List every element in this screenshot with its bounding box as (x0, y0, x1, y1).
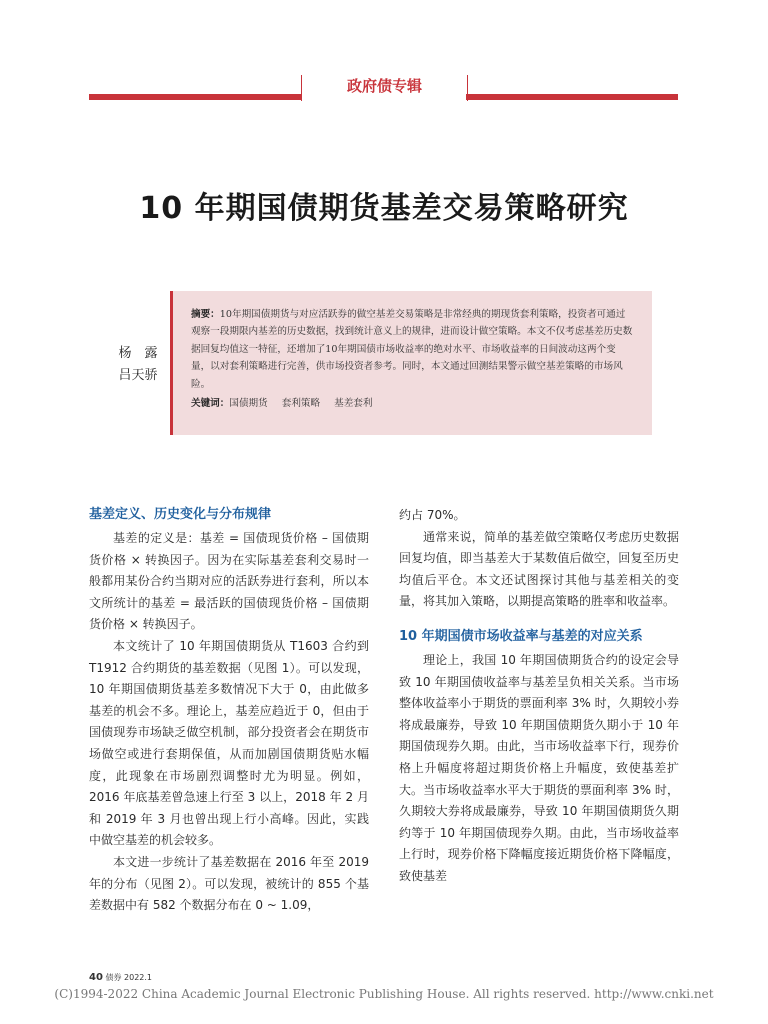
body-paragraph: 本文统计了 10 年期国债期货从 T1603 合约到 T1912 合约期货的基差数据（见图 1）。可以发现，10 年期国债期货基差多数情况下大于 0，由此做多基差的机会不多。理论上，基差应趋近于 0，但由于国债现券市场缺乏做空机制，部分投资者会在期货市场做空或进行套期保值，从而加剧国债期货贴水幅度，此现象在市场剧烈调整时尤为明显。例如，2016 年底基差曾急速上行至 3 以上，2018 年 2 月和 2019 年 3 月也曾出现上行小高峰。因此，实践中做空基差的机会较多。 (89, 638, 369, 848)
journal-issue: 2022.1 (124, 973, 153, 982)
body-paragraph: 基差的定义是：基差 = 国债现货价格 – 国债期货价格 × 转换因子。因为在实际基差套利交易时一般都用某份合约当期对应的活跃券进行套利，所以本文所统计的基差 = 最活跃的国债现货价格 – 国债期货价格 × 转换因子。 (89, 531, 369, 632)
author-list (108, 343, 168, 387)
keywords-row (191, 395, 634, 412)
copyright-notice: (C)1994-2022 China Academic Journal Electronic Publishing House. All rights reserved. http://www.cnki.net (54, 987, 714, 1001)
author-name: 吕天骄 (118, 368, 158, 383)
abstract-body (191, 306, 634, 393)
section-heading: 基差定义、历史变化与分布规律 (89, 507, 272, 522)
body-paragraph: 通常来说，简单的基差做空策略仅考虑历史数据回复均值，即当基差大于某数值后做空，回复至历史均值后平仓。本文还试图探讨其他与基差相关的变量，将其加入策略，以期提高策略的胜率和收益率。 (399, 529, 679, 609)
keyword: 套利策略 (281, 398, 321, 410)
journal-name: 债券 (105, 973, 122, 982)
keywords-label: 关键词： (191, 398, 230, 410)
body-paragraph: 本文进一步统计了基差数据在 2016 年至 2019 年的分布（见图 2）。可以发现，被统计的 855 个基差数据中有 582 个数据分布在 0 ~ 1.09， (89, 854, 369, 913)
section-tag (301, 75, 468, 101)
article-title: 10 年期国债期货基差交易策略研究 (139, 191, 629, 226)
keyword: 基差套利 (334, 398, 373, 410)
left-column (89, 505, 369, 917)
section-tag-label: 政府债专辑 (346, 77, 422, 95)
abstract-panel (170, 291, 652, 435)
continued-text: 约占 70%。 (399, 508, 466, 522)
abstract-label: 摘要： (191, 309, 220, 320)
abstract-text: 10年期国债期货与对应活跃券的做空基差交易策略是非常经典的期现货套利策略，投资者可通过观察一段期限内基差的历史数据，找到统计意义上的规律，进而设计做空策略。本文不仅考虑基差历史数据回复均值这一特征，还增加了10年期国债市场收益率的绝对水平、市场收益率的日间波动这两个变量，以对套利策略进行完善，供市场投资者参考。同时，本文通过回测结果警示做空基差策略的市场风险。 (191, 309, 633, 390)
keyword: 国债期货 (229, 398, 268, 410)
author-name: 杨 露 (118, 346, 158, 361)
page-footer (89, 972, 152, 983)
body-paragraph: 理论上，我国 10 年期国债期货合约的设定会导致 10 年期国债收益率与基差呈负相关关系。当市场整体收益率小于期货的票面利率 3% 时，久期较小券将成最廉券，导致 10 年期国债期货久期小于 10 年期国债现券久期。由此，当市场收益率下行，现券价格上升幅度将超过期货价格上升幅度，致使基差扩大。当市场收益率水平大于期货的票面利率 3% 时，久期较大券将成最廉券，导致 10 年期国债期货久期约等于 10 年期国债现券久期。由此，当市场收益率上行时，现券价格下降幅度接近期货价格下降幅度，致使基差 (399, 652, 679, 883)
page-number: 40 (89, 972, 103, 983)
section-rule-left (89, 94, 301, 100)
right-column (399, 505, 679, 888)
section-rule-right (466, 94, 678, 100)
section-heading: 10 年期国债市场收益率与基差的对应关系 (399, 628, 643, 644)
